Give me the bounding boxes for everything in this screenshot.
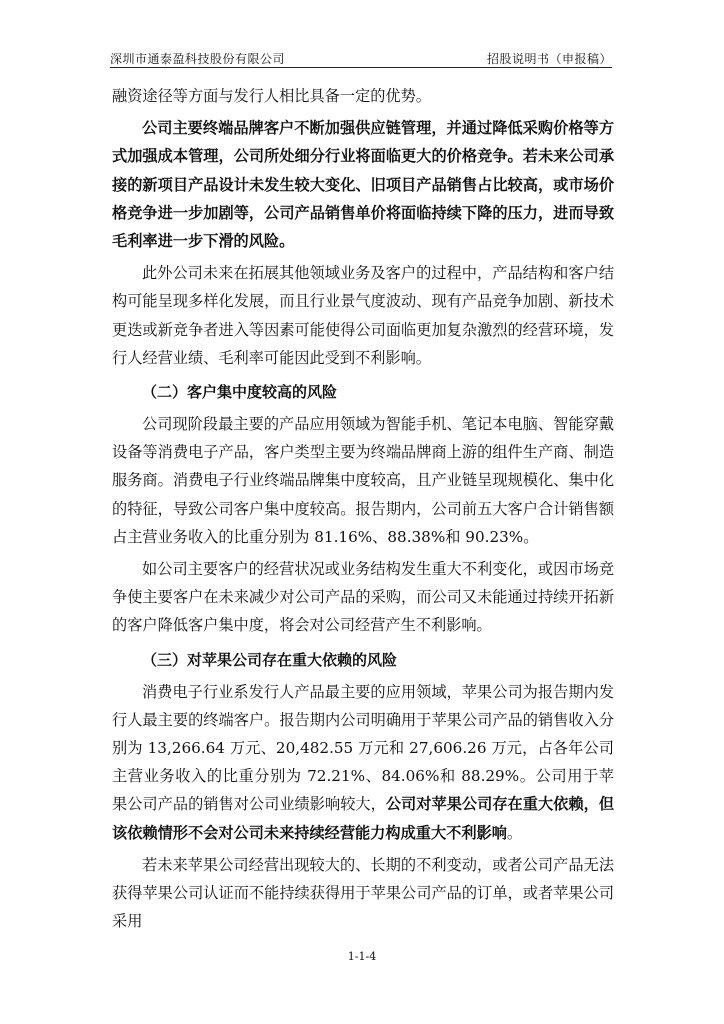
section-heading-apple-dependence: （三）对苹果公司存在重大依赖的风险 (142, 650, 398, 669)
document-body (112, 82, 614, 935)
section-heading-customer-concentration: （二）客户集中度较高的风险 (142, 383, 338, 402)
paragraph-customer-concentration: 公司现阶段最主要的产品应用领域为智能手机、笔记本电脑、智能穿戴设备等消费电子产品，客户类型主要为终端品牌商上游的组件生产商、制造服务商。消费电子行业终端品牌集中度较高，且产业链呈现规模化、集中化的特征，导致公司客户集中度较高。报告期内，公司前五大客户合计销售额占主营业务收入的比重分别为 81.16%、88.38%和 90.23%。 (112, 415, 614, 546)
paragraph-expansion-risk: 此外公司未来在拓展其他领域业务及客户的过程中，产品结构和客户结构可能呈现多样化发展，而且行业景气度波动、现有产品竞争加剧、新技术更迭或新竞争者进入等因素可能使得公司面临更加复杂激烈的经营环境，发行人经营业绩、毛利率可能因此受到不利影响。 (112, 264, 614, 367)
paragraph-continuation: 融资途径等方面与发行人相比具备一定的优势。 (112, 87, 431, 105)
header-company-name: 深圳市通泰盈科技股份有限公司 (110, 52, 286, 66)
apple-dependence-emphasis: 公司对苹果公司存在重大依赖，但该依赖情形不会对公司未来持续经营能力构成重大不利影响 (112, 795, 615, 842)
paragraph-apple-dependence (112, 678, 614, 847)
paragraph-apple-future-risk: 若未来苹果公司经营出现较大的、长期的不利变动，或者公司产品无法获得苹果公司认证而不能持续获得用于苹果公司产品的订单，或者苹果公司采用 (112, 855, 614, 931)
paragraph-customer-change-risk: 如公司主要客户的经营状况或业务结构发生重大不利变化，或因市场竞争使主要客户在未来减少对公司产品的采购，而公司又未能通过持续开拓新的客户降低客户集中度，将会对公司经营产生不利影响。 (112, 560, 614, 635)
paragraph-price-risk: 公司主要终端品牌客户不断加强供应链管理，并通过降低采购价格等方式加强成本管理，公司所处细分行业将面临更大的价格竞争。若未来公司承接的新项目产品设计未发生较大变化、旧项目产品销售占比较高，或市场价格竞争进一步加剧等，公司产品销售单价将面临持续下降的压力，进而导致毛利率进一步下滑的风险。 (112, 119, 614, 251)
page-number: 1-1-4 (347, 950, 377, 963)
apple-dependence-end: 。 (506, 823, 523, 842)
header-document-type: 招股说明书（申报稿） (486, 52, 612, 66)
apple-dependence-text: 消费电子行业系发行人产品最主要的应用领域，苹果公司为报告期内发行人最主要的终端客户。报告期内公司明确用于苹果公司产品的销售收入分别为 13,266.64 万元、20,482.55 万元和 27,606.26 万元，占各年公司主营业务收入的比重分别为 72.21%、84.06%和 88.29%。公司用于苹果公司产品的销售对公司业绩影响较大， (112, 682, 614, 814)
page-header (110, 47, 612, 68)
